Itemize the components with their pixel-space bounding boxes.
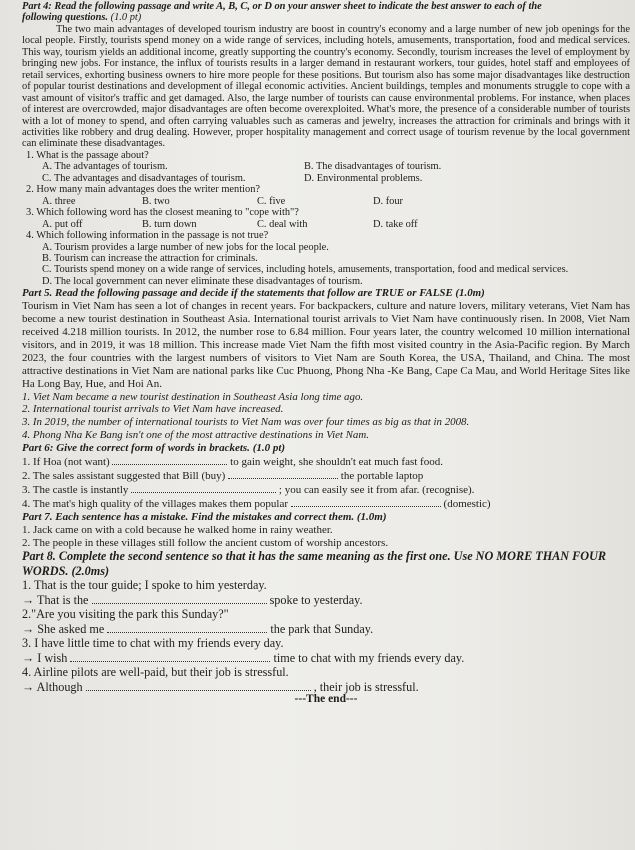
statement-3: 3. In 2019, the number of international tourists to Viet Nam was over four times as big as that in 2008. xyxy=(22,416,470,429)
q2-option-a: A. three xyxy=(42,195,76,207)
p8-rewrite-3: → I wish time to chat with my friends every day. xyxy=(22,650,465,665)
q2-option-d: D. four xyxy=(373,195,404,207)
q1-stem: 1. What is the passage about? xyxy=(26,149,149,161)
q3-options xyxy=(22,219,630,230)
p8-answer-blank-4[interactable] xyxy=(86,681,311,691)
q4-option-b: B. Tourism can increase the attraction for criminals. xyxy=(42,252,258,264)
p8-sentence-3: 3. I have little time to chat with my friends every day. xyxy=(22,636,284,651)
q3-option-b: B. turn down xyxy=(142,218,197,230)
p8-answer-blank-1[interactable] xyxy=(92,594,267,604)
q1-options-row-2 xyxy=(22,173,630,184)
p8-sentence-2: 2."Are you visiting the park this Sunday?" xyxy=(22,607,229,622)
q2-stem: 2. How many main advantages does the writer mention? xyxy=(26,184,261,196)
q1-options-row-1 xyxy=(22,161,630,172)
part-5-heading: Part 5. Read the following passage and decide if the statements that follow are TRUE or FALSE (1.0m) xyxy=(22,287,485,300)
p6-answer-blank-4[interactable] xyxy=(291,497,441,507)
part-4-heading-cont: following questions. xyxy=(22,12,109,24)
end-marker: ---The end--- xyxy=(294,693,358,706)
part-8 xyxy=(22,549,630,694)
q4-option-a: A. Tourism provides a large number of new jobs for the local people. xyxy=(42,241,329,253)
p8-sentence-1: 1. That is the tour guide; I spoke to him yesterday. xyxy=(22,578,267,593)
statement-4: 4. Phong Nha Ke Bang isn't one of the most attractive destinations in Viet Nam. xyxy=(22,429,369,442)
p6-answer-blank-1[interactable] xyxy=(112,455,227,465)
p8-answer-blank-2[interactable] xyxy=(107,623,267,633)
statement-2: 2. International tourist arrivals to Viet Nam have increased. xyxy=(22,403,284,416)
p6-item-3: 3. The castle is instantly ; you can easily see it from afar. (recognise). xyxy=(22,483,475,496)
p7-item-2: 2. The people in these villages still follow the ancient custom of worship ancestors. xyxy=(22,536,389,549)
part-6-heading: Part 6: Give the correct form of words in brackets. xyxy=(22,442,250,455)
p6-item-4: 4. The mat's high quality of the villages makes them popular (domestic) xyxy=(22,497,491,510)
part-6-points: (1.0 pt) xyxy=(252,442,286,455)
q3-option-a: A. put off xyxy=(42,218,83,230)
statement-1: 1. Viet Nam became a new tourist destination in Southeast Asia long time ago. xyxy=(22,390,364,403)
q2-option-b: B. two xyxy=(142,195,170,207)
q3-option-c: C. deal with xyxy=(257,218,308,230)
q4-option-d: D. The local government can never eliminate these disadvantages of tourism. xyxy=(42,275,363,287)
part-5-passage: Tourism in Viet Nam has seen a lot of changes in recent years. For backpackers, culture and nature lovers, military veterans, Viet Nam has become a new tourist destination in Southeast Asia. International tourist arrivals to Viet Nam have continuously risen. In 2008, Viet Nam received 4.218 million tourists. In 2012, the number rose to 6.84 million. Four years later, the country welcomed 10 million international visitors, and in 2019, it was 18 million. This increase made Viet Nam the fifth most visited country in the Asia-Pacific region. By March 2023, the four countries with the largest numbers of visitors to Viet Nam are South Korea, the USA, Thailand, and China. The most attractive destinations in Viet Nam are national parks like Cuc Phuong, Phong Nha -Ke Bang, Cape Ca Mau, and World Heritage Sites like Ha Long Bay, Hue, and Hoi An. xyxy=(22,300,630,390)
part-7 xyxy=(22,511,630,550)
part-4 xyxy=(22,1,630,287)
q4-option-c: C. Tourists spend money on a wide range of services, including hotels, amusements, transportation, food and medical services. xyxy=(42,264,569,276)
p8-answer-blank-3[interactable] xyxy=(70,652,270,662)
q3-stem: 3. Which following word has the closest meaning to "cope with"? xyxy=(26,207,299,219)
part-5 xyxy=(22,287,630,442)
q2-option-c: C. five xyxy=(257,195,286,207)
p7-item-1: 1. Jack came on with a cold because he walked home in rainy weather. xyxy=(22,523,333,536)
q2-options xyxy=(22,196,630,207)
part-4-heading: Part 4: Read the following passage and write A, B, C, or D on your answer sheet to indicate the best answer to each of the xyxy=(22,1,542,12)
q1-option-a: A. The advantages of tourism. xyxy=(42,161,168,173)
part-4-points: (1.0 pt) xyxy=(110,12,142,24)
p6-item-2: 2. The sales assistant suggested that Bill (buy) the portable laptop xyxy=(22,470,424,483)
p8-rewrite-4: → Although , their job is stressful. xyxy=(22,679,419,694)
q1-option-c: C. The advantages and disadvantages of tourism. xyxy=(42,172,246,184)
p6-item-1: 1. If Hoa (not want) to gain weight, she shouldn't eat much fast food. xyxy=(22,456,443,469)
p8-sentence-4: 4. Airline pilots are well-paid, but their job is stressful. xyxy=(22,665,289,680)
q3-option-d: D. take off xyxy=(373,218,418,230)
part-8-heading: Part 8. Complete the second sentence so that it has the same meaning as the first one. Use NO MORE THAN FOUR WORDS. (2.0ms) xyxy=(22,549,607,578)
q4-stem: 4. Which following information in the passage is not true? xyxy=(26,230,269,242)
q1-option-d: D. Environmental problems. xyxy=(304,172,423,184)
p6-answer-blank-2[interactable] xyxy=(228,469,338,479)
part-4-passage: The two main advantages of developed tourism industry are boost in country's economy and a large number of new job openings for the local people. Firstly, tourists spend money on a wide range of services, including hotels, amusements, transportation, food and medical services. This way, tourism yields an additional income, greatly supporting the country's economy. Secondly, tourism increases the level of employment by bringing new jobs. For instance, the influx of tourists results in a larger demand in restaurant workers, tour guides, hotel staff and employees of retail services, exhorting business owners to hire more people for these positions. But tourism also has some major disadvantages like destruction of popular tourist destinations and development of illegal economic activities. Ancient buildings, temples and monuments struggle to cope with a vast amount of visitor's traffic and get damaged. Also, the large number of tourists can cause environmental problems. For instance, when places of interest are overcrowded, major disadvantages are often become overexploited. What's more, the presence of a considerable number of tourists with a lot of money to spend, and often carrying valuables such as cameras and jewelry, increases the attraction for criminals and brings with it activities like robbery and drug dealing. However, proper hospitality management and correct usage of tourism revenue by the local government can eliminate these disadvantages. xyxy=(22,23,630,150)
part-6 xyxy=(22,442,630,511)
p8-rewrite-2: → She asked me the park that Sunday. xyxy=(22,621,374,636)
q1-option-b: B. The disadvantages of tourism. xyxy=(304,161,442,173)
p8-rewrite-1: → That is the spoke to yesterday. xyxy=(22,592,363,607)
exam-document xyxy=(22,1,630,706)
p6-answer-blank-3[interactable] xyxy=(131,483,276,493)
part-7-heading: Part 7. Each sentence has a mistake. Find the mistakes and correct them. (1.0m) xyxy=(22,510,387,523)
